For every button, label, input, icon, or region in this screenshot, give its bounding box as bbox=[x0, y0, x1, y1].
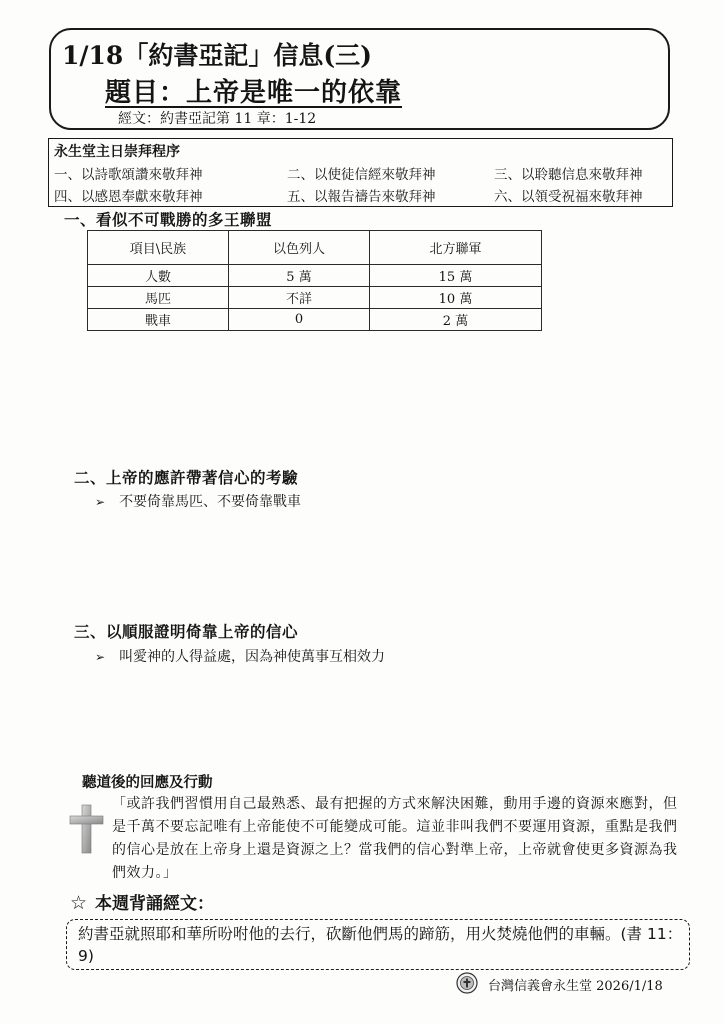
table-header-cell: 北方聯軍 bbox=[370, 231, 542, 265]
arrow-bullet-icon: ➢ bbox=[95, 495, 106, 509]
sermon-series-title: 1/18「約書亞記」信息(三) bbox=[62, 41, 372, 70]
table-cell: 15 萬 bbox=[370, 265, 542, 287]
table-cell: 馬匹 bbox=[88, 287, 229, 309]
table-cell: 人數 bbox=[88, 265, 229, 287]
section-heading-2: 二、上帝的應許帶著信心的考驗 bbox=[74, 468, 299, 487]
table-cell: 戰車 bbox=[88, 309, 229, 331]
program-item: 二、以使徒信經來敬拜神 bbox=[287, 167, 436, 183]
table-row bbox=[88, 309, 542, 331]
table-cell: 0 bbox=[229, 309, 370, 331]
table-header-cell: 項目\民族 bbox=[88, 231, 229, 265]
table-cell: 不詳 bbox=[229, 287, 370, 309]
program-item: 一、以詩歌頌讚來敬拜神 bbox=[54, 167, 203, 183]
sermon-topic: 題目：上帝是唯一的依靠 bbox=[105, 78, 403, 108]
table-cell: 10 萬 bbox=[370, 287, 542, 309]
comparison-table bbox=[87, 230, 542, 331]
table-cell: 2 萬 bbox=[370, 309, 542, 331]
cross-icon bbox=[67, 803, 105, 855]
table-row bbox=[88, 265, 542, 287]
bullet-text: 叫愛神的人得益處，因為神使萬事互相效力 bbox=[119, 649, 386, 665]
table-header-cell: 以色列人 bbox=[229, 231, 370, 265]
footer-church-date: 台灣信義會永生堂 2026/1/18 bbox=[488, 979, 663, 994]
program-item: 三、以聆聽信息來敬拜神 bbox=[494, 167, 643, 183]
table-row bbox=[88, 287, 542, 309]
memory-verse-title: 本週背誦經文： bbox=[95, 894, 215, 914]
bullet-text: 不要倚靠馬匹、不要倚靠戰車 bbox=[119, 494, 302, 510]
response-heading: 聽道後的回應及行動 bbox=[82, 774, 213, 791]
section-heading-1: 一、看似不可戰勝的多王聯盟 bbox=[64, 210, 273, 229]
star-icon: ☆ bbox=[70, 892, 88, 914]
worship-program-title: 永生堂主日崇拜程序 bbox=[54, 144, 180, 160]
arrow-bullet-icon: ➢ bbox=[95, 650, 106, 664]
church-seal-icon bbox=[456, 972, 478, 994]
program-item: 五、以報告禱告來敬拜神 bbox=[287, 189, 436, 205]
table-header-row bbox=[88, 231, 542, 265]
table-cell: 5 萬 bbox=[229, 265, 370, 287]
memory-verse-text: 約書亞就照耶和華所吩咐他的去行，砍斷他們馬的蹄筋，用火焚燒他們的車輛。(書 11：9) bbox=[78, 925, 683, 965]
bullet-item bbox=[95, 491, 301, 511]
program-item: 四、以感恩奉獻來敬拜神 bbox=[54, 189, 203, 205]
scripture-reference: 經文：約書亞記第 11 章：1-12 bbox=[118, 111, 317, 127]
program-item: 六、以領受祝福來敬拜神 bbox=[494, 189, 643, 205]
memory-verse-heading bbox=[70, 889, 214, 914]
section-heading-3: 三、以順服證明倚靠上帝的信心 bbox=[74, 622, 299, 641]
bullet-item bbox=[95, 646, 385, 666]
response-paragraph: 「或許我們習慣用自己最熟悉、最有把握的方式來解決困難，動用手邊的資源來應對，但是千萬不要忘記唯有上帝能使不可能變成可能。這並非叫我們不要運用資源，重點是我們的信心是放在上帝身上還是資源之上？當我們的信心對準上帝，上帝就會使更多資源為我們效力。」 bbox=[112, 796, 678, 881]
